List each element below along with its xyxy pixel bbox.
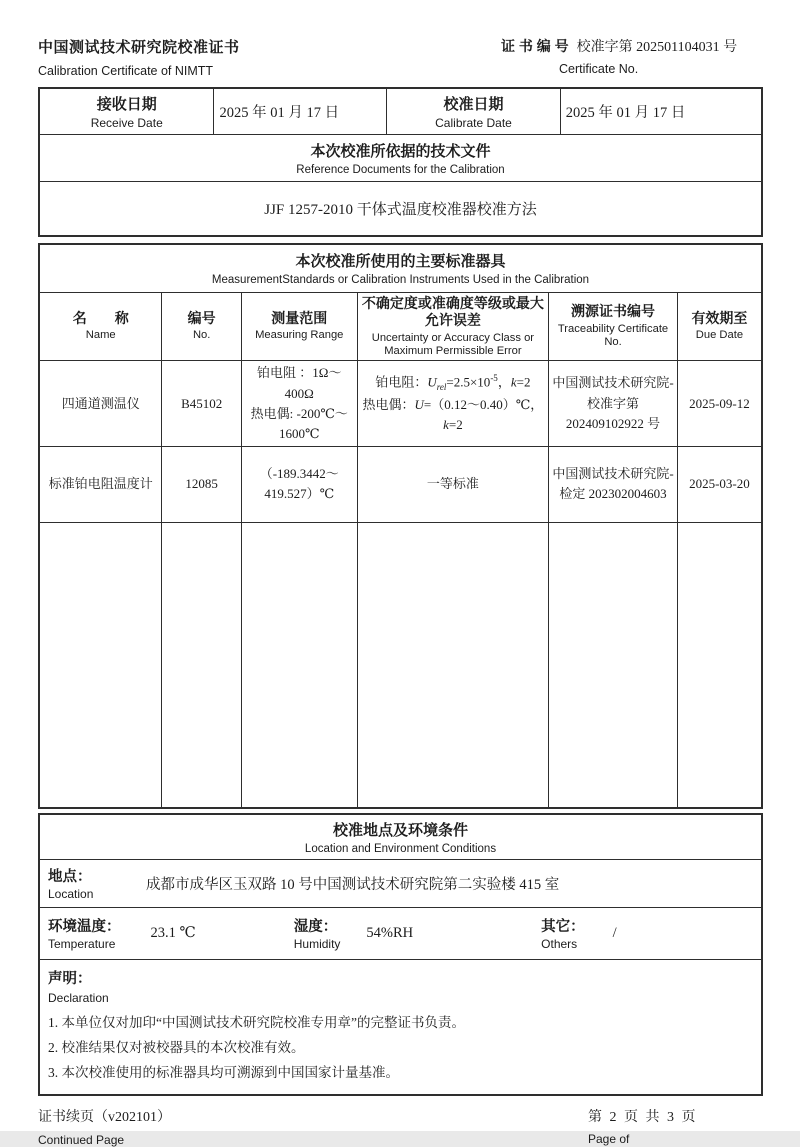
receive-date-label-en: Receive Date [90, 115, 163, 130]
location-row [39, 859, 762, 907]
declaration-title-en: Declaration [48, 990, 109, 1005]
declaration-item: 2. 校准结果仅对被校器具的本次校准有效。 [48, 1039, 305, 1055]
column-header-name: 名 称 Name [39, 292, 162, 361]
reference-title-en: Reference Documents for the Calibration [296, 163, 505, 176]
column-header-uncertainty: 不确定度或准确度等级或最大允许误差 Uncertainty or Accuracy Class or Maximum Permissible Error [357, 292, 549, 361]
instrument-name-cell: 四通道测温仪 [39, 361, 162, 447]
declaration-items [48, 1011, 751, 1086]
measuring-range-cell: 铂电阻 ：1Ω～400Ω 热电偶: -200℃～1600℃ [241, 361, 357, 447]
document-title-en: Calibration Certificate of NIMTT [38, 64, 214, 78]
continued-page-label-en: Continued Page [38, 1132, 125, 1147]
certificate-number-block [501, 36, 763, 76]
standards-header-row [39, 292, 762, 361]
uncertainty-cell: 一等标准 [357, 446, 549, 522]
standards-title-row [39, 244, 762, 292]
standards-title-cell [39, 244, 762, 292]
certificate-number-label-en: Certificate No. [559, 62, 639, 76]
document-footer [38, 1106, 763, 1147]
due-date-cell: 2025-03-20 [677, 446, 762, 522]
empty-filler-row [39, 522, 762, 808]
traceability-cell: 中国测试技术研究院-校准字第 202409102922 号 [549, 361, 678, 447]
instrument-no-cell: B45102 [162, 361, 242, 447]
reference-title-row [39, 134, 762, 181]
receive-date-label-cn: 接收日期 [96, 95, 157, 113]
page-number-cn: 第 2 页 共 3 页 [588, 1109, 698, 1125]
calibrate-date-label-cn: 校准日期 [443, 95, 504, 113]
certificate-number-label-cn: 证 书 编 号 [501, 38, 569, 54]
uncertainty-line: 热电偶：U=（0.12～0.40）℃， [362, 396, 544, 412]
column-header-no: 编号 No. [162, 292, 242, 361]
location-environment-table [38, 813, 763, 1095]
dates-row [39, 88, 762, 134]
instrument-name-cell: 标准铂电阻温度计 [39, 446, 162, 522]
document-title-cn: 中国测试技术研究院校准证书 [38, 39, 240, 56]
dates-reference-table [38, 87, 763, 237]
others-label: 其它： Others [541, 919, 585, 952]
standards-title-en: MeasurementStandards or Calibration Instruments Used in the Calibration [211, 274, 590, 287]
location-title-row [39, 814, 762, 859]
location-title-cn: 校准地点及环境条件 [332, 822, 468, 840]
uncertainty-line: k=2 [443, 417, 463, 433]
temperature-value: 23.1 ℃ [150, 924, 196, 941]
receive-date-label-cell [39, 88, 214, 134]
traceability-cell: 中国测试技术研究院-检定 202302004603 [549, 446, 678, 522]
location-title-en: Location and Environment Conditions [304, 843, 497, 856]
document-title-block [38, 36, 240, 78]
certificate-number-value: 校准字第 202501104031 号 [576, 40, 738, 55]
humidity-label: 湿度： Humidity [293, 919, 341, 952]
reference-content-row [39, 181, 762, 236]
due-date-cell: 2025-09-12 [677, 361, 762, 447]
document-header [38, 36, 763, 82]
page-number-en: Page of [588, 1131, 630, 1146]
column-header-due-date: 有效期至 Due Date [677, 292, 762, 361]
declaration-item: 1. 本单位仅对加印“中国测试技术研究院校准专用章”的完整证书负责。 [48, 1014, 465, 1030]
uncertainty-line: 铂电阻：$U_{rel}=2.5\times 10^{-5}$，k=2 [375, 373, 531, 392]
environment-row [39, 907, 762, 959]
column-header-range: 测量范围 Measuring Range [241, 292, 357, 361]
temperature-label: 环境温度： Temperature [48, 919, 121, 952]
instrument-no-cell: 12085 [162, 446, 242, 522]
location-title-cell [39, 814, 762, 859]
humidity-value: 54%RH [366, 924, 414, 941]
certificate-number-line [501, 36, 763, 56]
table-row [39, 361, 762, 447]
footer-page-block [588, 1106, 763, 1147]
declaration-row [39, 959, 762, 1094]
location-value: 成都市成华区玉双路 10 号中国测试技术研究院第二实验楼 415 室 [146, 876, 560, 893]
receive-date-value: 2025 年 01 月 17 日 [214, 88, 387, 134]
column-header-traceability: 溯源证书编号 Traceability Certificate No. [549, 292, 678, 361]
declaration-title-cn: 声明： [48, 970, 92, 987]
calibrate-date-label-en: Calibrate Date [435, 115, 512, 130]
footer-left-block [38, 1106, 171, 1147]
table-row [39, 446, 762, 522]
location-label: 地点： Location [48, 869, 94, 902]
standards-title-cn: 本次校准所使用的主要标准器具 [295, 253, 506, 271]
calibrate-date-value: 2025 年 01 月 17 日 [560, 88, 762, 134]
standards-table [38, 243, 763, 809]
uncertainty-cell [357, 361, 549, 447]
reference-title-cell [39, 134, 762, 181]
others-value: / [612, 924, 617, 941]
continued-page-label-cn: 证书续页（v202101） [38, 1109, 171, 1125]
measuring-range-cell: （-189.3442～419.527）℃ [241, 446, 357, 522]
reference-document-text: JJF 1257-2010 干体式温度校准器校准方法 [39, 181, 762, 236]
declaration-item: 3. 本次校准使用的标准器具均可溯源到中国国家计量基准。 [48, 1064, 399, 1080]
calibrate-date-label-cell [387, 88, 561, 134]
reference-title-cn: 本次校准所依据的技术文件 [310, 142, 491, 160]
